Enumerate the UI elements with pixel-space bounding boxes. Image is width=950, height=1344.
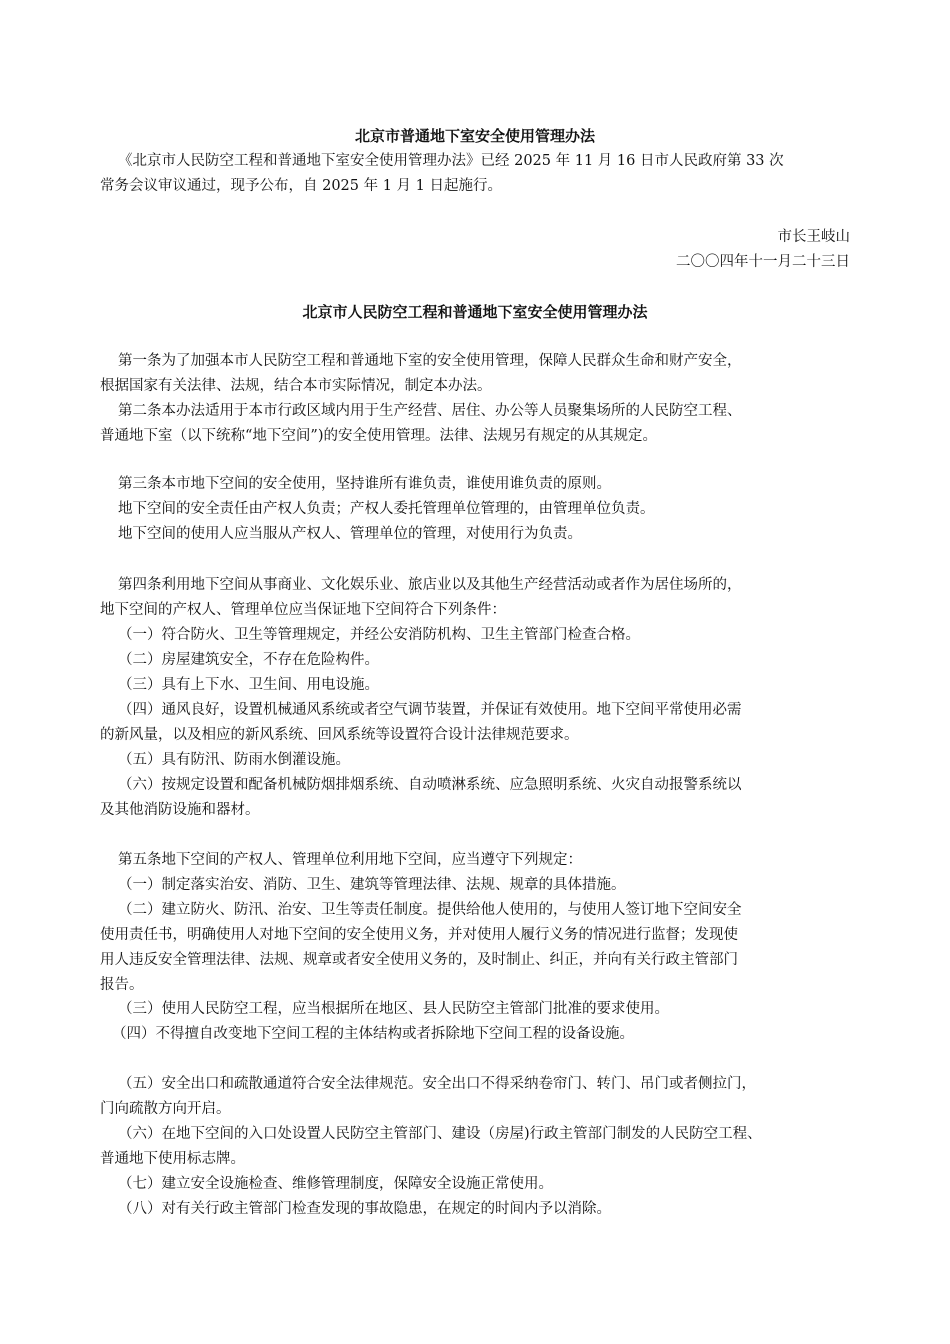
article-3-line-1: 第三条本市地下空间的安全使用，坚持谁所有谁负责，谁使用谁负责的原则。 <box>118 476 611 492</box>
article-5-item-5-line-1: （五）安全出口和疏散通道符合安全法律规范。安全出口不得采纳卷帘门、转门、吊门或者侧拉门， <box>118 1076 756 1092</box>
signer: 市长王岐山 <box>777 229 850 245</box>
intro-line-1: 《北京市人民防空工程和普通地下室安全使用管理办法》已经 2025 年 11 月 16 日市人民政府第 33 次 <box>118 153 784 169</box>
article-1-line-1: 第一条为了加强本市人民防空工程和普通地下室的安全使用管理，保障人民群众生命和财产安全， <box>118 353 742 369</box>
article-4-item-1: （一）符合防火、卫生等管理规定，并经公安消防机构、卫生主管部门检查合格。 <box>118 627 640 643</box>
document-heading: 北京市普通地下室安全使用管理办法 <box>354 127 595 145</box>
article-4-item-5: （五）具有防汛、防雨水倒灌设施。 <box>118 752 350 768</box>
article-4-line-1: 第四条利用地下空间从事商业、文化娱乐业、旅店业以及其他生产经营活动或者作为居住场所的， <box>118 577 742 593</box>
regulation-title: 北京市人民防空工程和普通地下室安全使用管理办法 <box>302 303 648 321</box>
article-5-item-8: （八）对有关行政主管部门检查发现的事故隐患，在规定的时间内予以消除。 <box>118 1201 611 1217</box>
intro-line-2: 常务会议审议通过，现予公布，自 2025 年 1 月 1 日起施行。 <box>100 178 503 194</box>
article-5-item-3: （三）使用人民防空工程，应当根据所在地区、县人民防空主管部门批准的要求使用。 <box>118 1001 669 1017</box>
article-5-item-2-line-2: 使用责任书，明确使用人对地下空间的安全使用义务，并对使用人履行义务的情况进行监督；发现使 <box>100 927 738 943</box>
article-1-line-2: 根据国家有关法律、法规，结合本市实际情况，制定本办法。 <box>100 378 492 394</box>
article-3-line-3: 地下空间的使用人应当服从产权人、管理单位的管理，对使用行为负责。 <box>118 526 582 542</box>
article-5-item-6-line-1: （六）在地下空间的入口处设置人民防空主管部门、建设（房屋)行政主管部门制发的人民防空工程、 <box>118 1126 762 1142</box>
article-5-item-6-line-2: 普通地下使用标志牌。 <box>100 1151 245 1167</box>
article-4-item-4-line-2: 的新风量，以及相应的新风系统、回风系统等设置符合设计法律规范要求。 <box>100 727 579 743</box>
article-5-item-5-line-2: 门向疏散方向开启。 <box>100 1101 231 1117</box>
article-4-item-2: （二）房屋建筑安全，不存在危险构件。 <box>118 652 379 668</box>
article-5-item-7: （七）建立安全设施检查、维修管理制度，保障安全设施正常使用。 <box>118 1176 553 1192</box>
article-5-item-2-line-3: 用人违反安全管理法律、法规、规章或者安全使用义务的，及时制止、纠正，并向有关行政主管部门 <box>100 952 738 968</box>
article-2-line-2: 普通地下室（以下统称“地下空间”)的安全使用管理。法律、法规另有规定的从其规定。 <box>100 428 657 444</box>
article-5-item-1: （一）制定落实治安、消防、卫生、建筑等管理法律、法规、规章的具体措施。 <box>118 877 626 893</box>
article-4-line-2: 地下空间的产权人、管理单位应当保证地下空间符合下列条件： <box>100 602 506 618</box>
article-4-item-6-line-2: 及其他消防设施和器材。 <box>100 802 260 818</box>
issue-date: 二〇〇四年十一月二十三日 <box>676 254 850 270</box>
article-3-line-2: 地下空间的安全责任由产权人负责；产权人委托管理单位管理的，由管理单位负责。 <box>118 501 655 517</box>
article-5-item-2-line-4: 报告。 <box>100 977 144 993</box>
article-4-item-4-line-1: （四）通风良好，设置机械通风系统或者空气调节装置，并保证有效使用。地下空间平常使用必需 <box>118 702 742 718</box>
article-5-line-1: 第五条地下空间的产权人、管理单位利用地下空间，应当遵守下列规定： <box>118 852 582 868</box>
article-4-item-6-line-1: （六）按规定设置和配备机械防烟排烟系统、自动喷淋系统、应急照明系统、火灾自动报警系统以 <box>118 777 742 793</box>
article-4-item-3: （三）具有上下水、卫生间、用电设施。 <box>118 677 379 693</box>
article-2-line-1: 第二条本办法适用于本市行政区域内用于生产经营、居住、办公等人员聚集场所的人民防空工程、 <box>118 403 742 419</box>
article-5-item-4: （四）不得擅自改变地下空间工程的主体结构或者拆除地下空间工程的设备设施。 <box>112 1026 634 1042</box>
article-5-item-2-line-1: （二）建立防火、防汛、治安、卫生等责任制度。提供给他人使用的，与使用人签订地下空间安全 <box>118 902 742 918</box>
